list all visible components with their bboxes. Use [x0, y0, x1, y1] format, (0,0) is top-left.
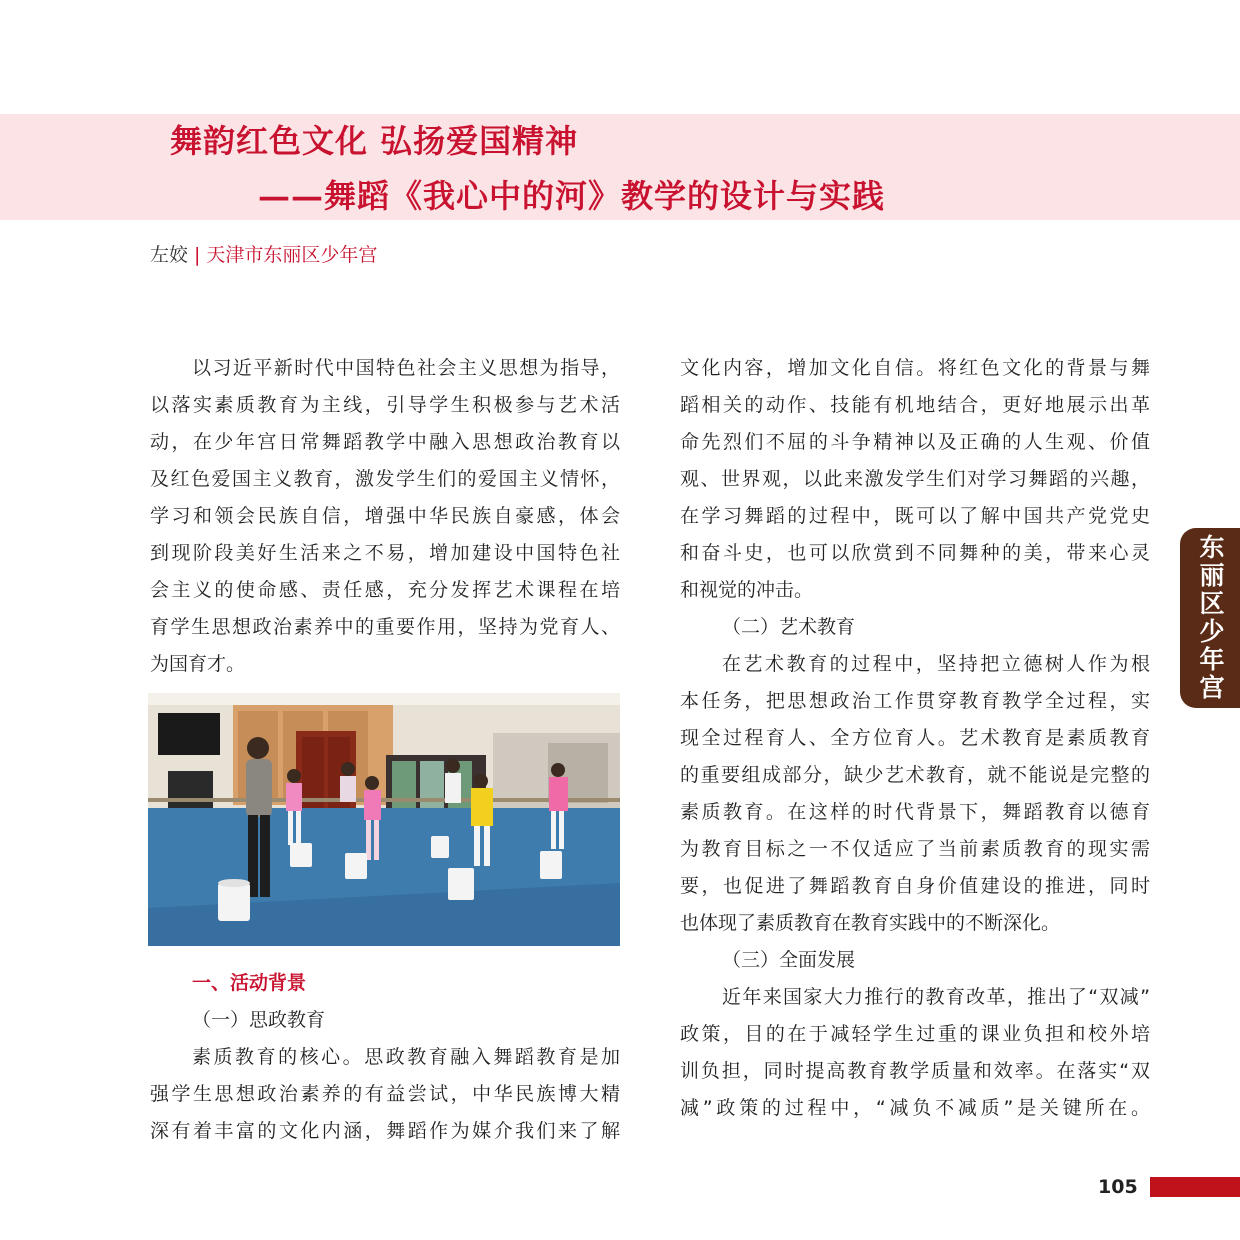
text-line: 文化内容，增加文化自信。将红色文化的背景与舞	[680, 357, 1150, 379]
text-line: 的重要组成部分，缺少艺术教育，就不能说是完整的	[680, 764, 1150, 786]
text-line: 现全过程育人、全方位育人。艺术教育是素质教育	[680, 727, 1150, 749]
article-subtitle: ——舞蹈《我心中的河》教学的设计与实践	[258, 177, 886, 215]
text-line: 观、世界观，以此来激发学生们对学习舞蹈的兴趣，	[680, 468, 1150, 490]
left-column-section1	[150, 965, 620, 1150]
byline-separator: |	[194, 244, 201, 266]
text-line: 政策，目的在于减轻学生过重的课业负担和校外培	[680, 1023, 1150, 1045]
text-line: 及红色爱国主义教育，激发学生们的爱国主义情怀，	[150, 468, 620, 490]
text-line: 为国育才。	[150, 653, 246, 675]
page-number: 105	[1098, 1176, 1138, 1198]
author-organization: 天津市东丽区少年宫	[206, 244, 378, 266]
text-line: 在艺术教育的过程中，坚持把立德树人作为根	[722, 653, 1150, 675]
text-line: 素质教育。在这样的时代背景下，舞蹈教育以德育	[680, 801, 1150, 823]
text-line: 以习近平新时代中国特色社会主义思想为指导，	[192, 357, 620, 379]
subsection-heading: （二）艺术教育	[722, 616, 856, 638]
text-line: 减”政策的过程中，“减负不减质”是关键所在。	[680, 1097, 1150, 1119]
text-line: 会主义的使命感、责任感，充分发挥艺术课程在培	[150, 579, 620, 601]
text-line: 和视觉的冲击。	[680, 579, 814, 601]
side-tab-label: 东丽区少年宫	[1196, 534, 1225, 702]
left-column-intro	[150, 350, 620, 683]
text-line: 素质教育的核心。思政教育融入舞蹈教育是加	[192, 1046, 620, 1068]
text-line: 在学习舞蹈的过程中，既可以了解中国共产党党史	[680, 505, 1150, 527]
text-line: 也体现了素质教育在教育实践中的不断深化。	[680, 912, 1061, 934]
subsection-heading: （一）思政教育	[192, 1009, 326, 1031]
text-line: 育学生思想政治素养中的重要作用，坚持为党育人、	[150, 616, 620, 638]
section-side-tab	[1180, 528, 1240, 708]
text-line: 命先烈们不屈的斗争精神以及正确的人生观、价值	[680, 431, 1150, 453]
page-number-bar	[1150, 1177, 1240, 1197]
text-line: 深有着丰富的文化内涵，舞蹈作为媒介我们来了解	[150, 1120, 620, 1142]
right-column	[680, 350, 1150, 1127]
text-line: 到现阶段美好生活来之不易，增加建设中国特色社	[150, 542, 620, 564]
section-heading: 一、活动背景	[192, 972, 307, 994]
subsection-heading: （三）全面发展	[722, 949, 856, 971]
text-line: 训负担，同时提高教育教学质量和效率。在落实“双	[680, 1060, 1150, 1082]
text-line: 动，在少年宫日常舞蹈教学中融入思想政治教育以	[150, 431, 620, 453]
article-title: 舞韵红色文化 弘扬爱国精神	[170, 122, 579, 160]
text-line: 要，也促进了舞蹈教育自身价值建设的推进，同时	[680, 875, 1150, 897]
dance-class-photo	[148, 693, 620, 946]
text-line: 为教育目标之一不仅适应了当前素质教育的现实需	[680, 838, 1150, 860]
text-line: 以落实素质教育为主线，引导学生积极参与艺术活	[150, 394, 620, 416]
text-line: 蹈相关的动作、技能有机地结合，更好地展示出革	[680, 394, 1150, 416]
author-name: 左姣	[150, 244, 189, 266]
text-line: 近年来国家大力推行的教育改革，推出了“双减”	[722, 986, 1150, 1008]
text-line: 学习和领会民族自信，增强中华民族自豪感，体会	[150, 505, 620, 527]
text-line: 本任务，把思想政治工作贯穿教育教学全过程，实	[680, 690, 1150, 712]
text-line: 强学生思想政治素养的有益尝试，中华民族博大精	[150, 1083, 620, 1105]
text-line: 和奋斗史，也可以欣赏到不同舞种的美，带来心灵	[680, 542, 1150, 564]
byline	[150, 240, 377, 267]
